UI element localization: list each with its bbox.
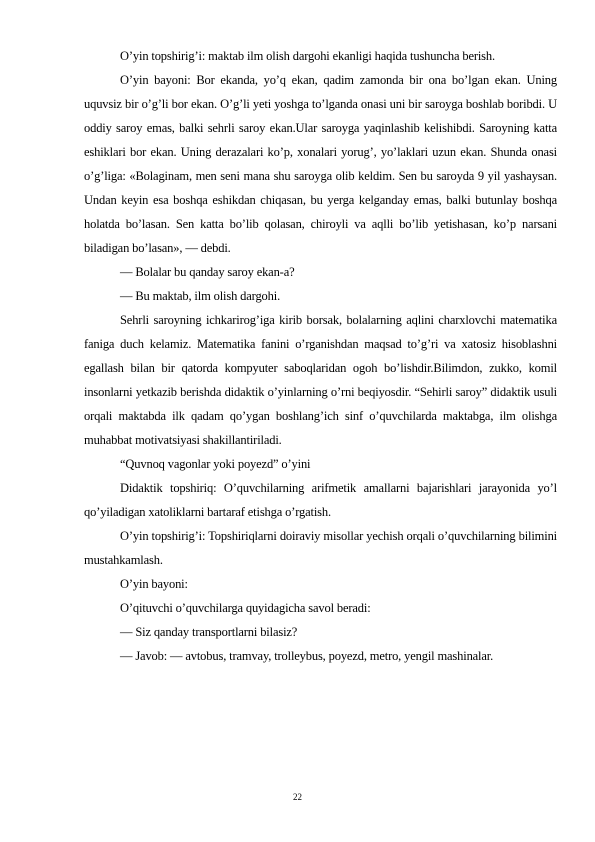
paragraph-transport-answer: — Javob: — avtobus, tramvay, trolleybus, poyezd, metro, yengil mashinalar. [120, 649, 494, 663]
paragraph-question: — Bolalar bu qanday saroy ekan-a? [120, 265, 295, 279]
paragraph-teacher-asks: O’qituvchi o’quvchilarga quyidagicha savol beradi: [120, 601, 371, 615]
paragraph-transport-question: — Siz qanday transportlarni bilasiz? [120, 625, 298, 639]
paragraph-game-title: “Quvnoq vagonlar yoki poyezd” o’yini [120, 457, 311, 471]
page-body [84, 44, 557, 668]
paragraph-game-task: O’yin topshirig’i: maktab ilm olish dargohi ekanligi haqida tushuncha berish. [120, 49, 495, 63]
paragraph-game-story-heading: O’yin bayoni: [120, 577, 188, 591]
paragraph-didactic-task: Didaktik topshiriq: O’quvchilarning arifmetik amallarni bajarishlari jarayonida yo’l qo’yiladigan xatoliklarni bartaraf etishga o’rgatish. [84, 481, 557, 519]
page-number: 22 [293, 792, 302, 802]
paragraph-magic-palace: Sehrli saroyning ichkarirog’iga kirib borsak, bolalarning aqlini charxlovchi matematika faniga duch kelamiz. Matematika fanini o’rganishdan maqsad to’g’ri va xatosiz hisoblashni egallash bilan bir qatorda kompyuter saboqlaridan ogoh bo’lishdir.Bilimdon, zukko, komil insonlarni yetkazib berishda didaktik o’yinlarning o’rni beqiyosdir. “Sehirli saroy” didaktik usuli orqali maktabda ilk qadam qo’ygan boshlang’ich sinf o’quvchilarda maktabga, ilm olishga muhabbat motivatsiyasi shakillantiriladi. [84, 313, 557, 447]
paragraph-game-story: O’yin bayoni: Bor ekanda, yo’q ekan, qadim zamonda bir ona bo’lgan ekan. Uning uquvsiz bir o’g’li bor ekan. O’g’li yeti yoshga to’lganda onasi uni bir saroyga boshlab boribdi. U oddiy saroy emas, balki sehrli saroy ekan.Ular saroyga yaqinlashib kelishibdi. Saroyning katta eshiklari bor ekan. Uning derazalari ko’p, xonalari yorug’, yo’laklari uzun ekan. Shunda onasi o’g’liga: «Bolaginam, men seni mana shu saroyga olib keldim. Sen bu saroyda 9 yil yashaysan. Undan keyin esa boshqa eshikdan chiqasan, bu yerga kelganday emas, balki butunlay boshqa holatda bo’lasan. Sen katta bo’lib qolasan, chiroyli va aqlli bo’lib yetishasan, ko’p narsani biladigan bo’lasan», — debdi. [84, 73, 557, 255]
paragraph-game-task-2: O’yin topshirig’i: Topshiriqlarni doiraviy misollar yechish orqali o’quvchilarning bilimini mustahkamlash. [84, 529, 557, 567]
paragraph-answer: — Bu maktab, ilm olish dargohi. [120, 289, 281, 303]
